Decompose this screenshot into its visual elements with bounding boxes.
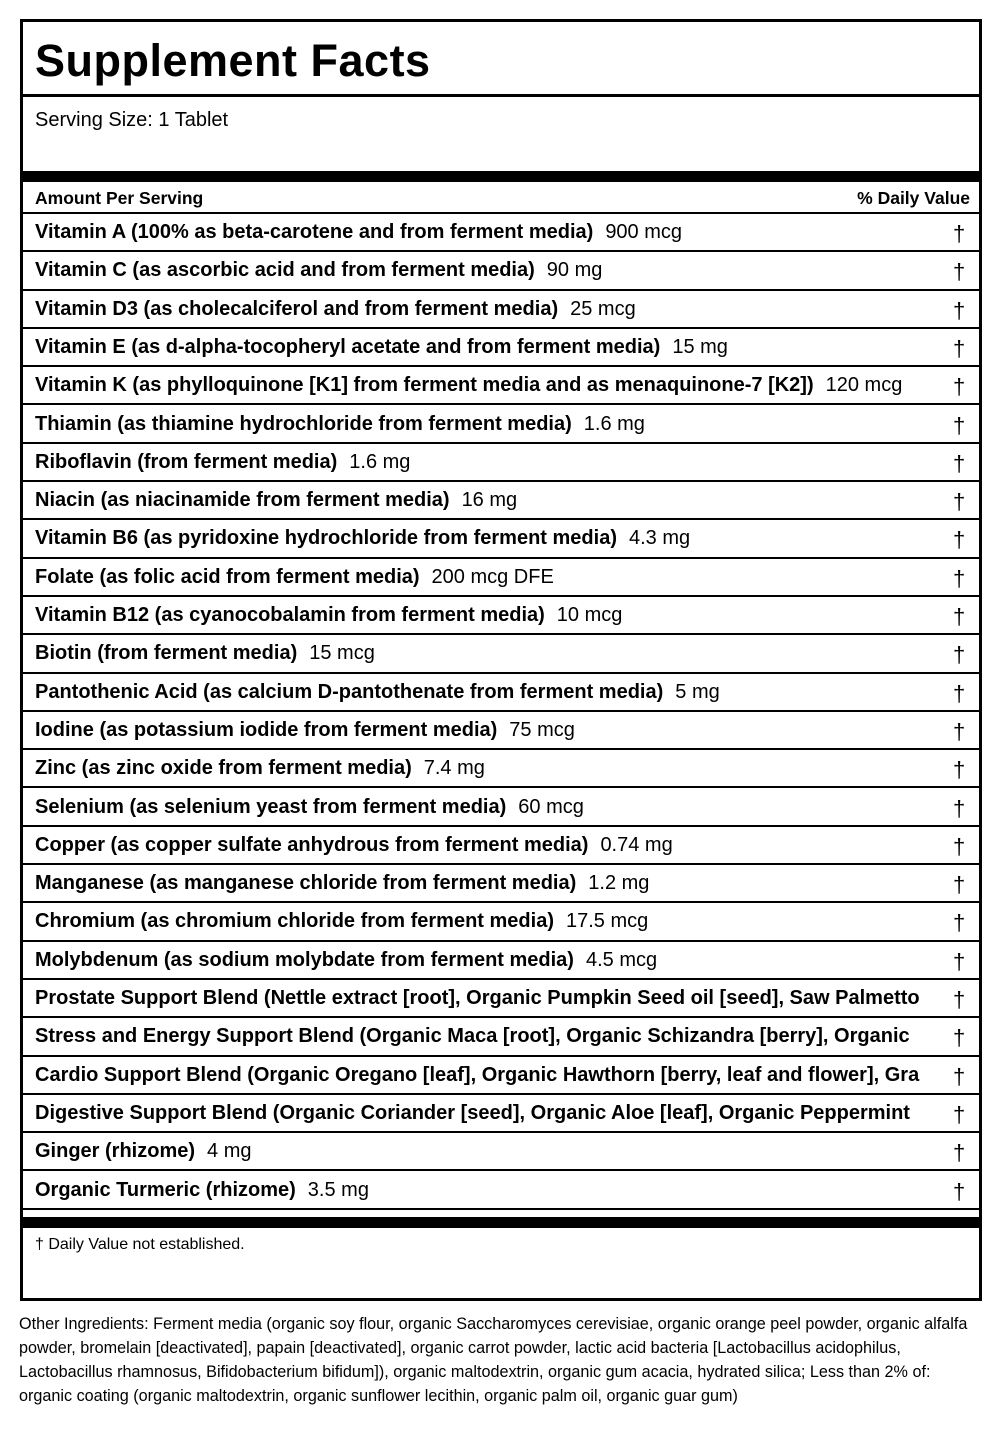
thick-divider-bottom	[23, 1217, 979, 1228]
table-row	[23, 1133, 979, 1171]
nutrient-name: Iodine (as potassium iodide from ferment media)	[35, 718, 498, 741]
nutrient-text	[35, 298, 636, 321]
nutrient-name: Vitamin E (as d-alpha-tocopheryl acetate and from ferment media)	[35, 335, 661, 358]
nutrient-amount: 25 mcg	[570, 297, 636, 320]
nutrient-text	[35, 413, 645, 436]
daily-value-dagger: †	[953, 221, 966, 246]
nutrient-amount: 4.5 mcg	[585, 948, 658, 971]
nutrient-text	[35, 987, 920, 1010]
table-row	[23, 750, 979, 788]
nutrient-text	[35, 489, 517, 512]
table-row	[23, 903, 979, 941]
nutrient-name: Thiamin (as thiamine hydrochloride from ferment media)	[35, 412, 572, 435]
nutrient-name: Copper (as copper sulfate anhydrous from ferment media)	[35, 833, 589, 856]
thick-divider-top	[23, 171, 979, 182]
nutrient-amount: 7.4 mg	[423, 757, 485, 780]
nutrient-text	[35, 1179, 369, 1202]
nutrient-text	[35, 796, 584, 819]
nutrient-name: Digestive Support Blend (Organic Coriander [seed], Organic Aloe [leaf], Organic Peppermint	[35, 1101, 910, 1124]
supplement-facts-panel	[20, 19, 982, 1301]
nutrient-name: Ginger (rhizome)	[35, 1140, 196, 1163]
nutrient-amount: 75 mcg	[509, 718, 575, 741]
nutrient-name: Vitamin B6 (as pyridoxine hydrochloride from ferment media)	[35, 527, 617, 550]
nutrient-text	[35, 374, 902, 397]
nutrient-amount: 1.2 mg	[588, 872, 650, 895]
daily-value-dagger: †	[953, 450, 966, 476]
daily-value-dagger: †	[953, 1178, 966, 1204]
nutrient-amount: 90 mg	[546, 259, 603, 282]
table-row	[23, 214, 979, 252]
table-row	[23, 827, 979, 865]
daily-value-dagger: †	[953, 833, 966, 859]
nutrient-name: Molybdenum (as sodium molybdate from ferment media)	[35, 948, 574, 971]
table-row	[23, 1018, 979, 1056]
table-row	[23, 291, 979, 329]
table-row	[23, 482, 979, 520]
daily-value-header: % Daily Value	[857, 188, 970, 208]
nutrient-text	[35, 642, 375, 665]
daily-value-dagger: †	[953, 412, 966, 438]
nutrient-text	[35, 910, 648, 933]
nutrient-name: Stress and Energy Support Blend (Organic Maca [root], Organic Schizandra [berry], Organic	[35, 1025, 910, 1048]
nutrient-name: Cardio Support Blend (Organic Oregano [leaf], Organic Hawthorn [berry, leaf and flower], Gra	[35, 1063, 920, 1086]
nutrient-amount: 5 mg	[675, 680, 720, 703]
daily-value-dagger: †	[953, 680, 966, 706]
title-bar	[23, 22, 979, 97]
nutrient-amount: 0.74 mg	[600, 833, 673, 856]
nutrient-amount: 3.5 mg	[307, 1178, 369, 1201]
nutrient-amount: 120 mcg	[825, 374, 903, 397]
table-row	[23, 942, 979, 980]
nutrient-name: Folate (as folic acid from ferment media)	[35, 565, 420, 588]
nutrient-text	[35, 1102, 910, 1125]
table-row	[23, 865, 979, 903]
serving-size: Serving Size: 1 Tablet	[35, 109, 229, 131]
table-row	[23, 712, 979, 750]
nutrient-amount: 1.6 mg	[583, 412, 645, 435]
table-row	[23, 559, 979, 597]
nutrient-amount: 15 mcg	[309, 642, 375, 665]
nutrient-amount: 1.6 mg	[349, 450, 411, 473]
nutrient-name: Biotin (from ferment media)	[35, 642, 298, 665]
nutrient-name: Manganese (as manganese chloride from ferment media)	[35, 872, 577, 895]
nutrient-amount: 15 mg	[672, 335, 728, 358]
table-row	[23, 789, 979, 827]
daily-value-dagger: †	[953, 757, 966, 783]
nutrient-text	[35, 719, 575, 742]
nutrient-amount: 60 mcg	[518, 795, 584, 818]
nutrient-text	[35, 834, 673, 857]
nutrient-amount: 900 mcg	[605, 221, 683, 243]
table-row	[23, 1095, 979, 1133]
nutrient-text	[35, 949, 657, 972]
daily-value-dagger: †	[953, 642, 966, 668]
daily-value-dagger: †	[953, 910, 966, 936]
table-row	[23, 444, 979, 482]
nutrient-name: Organic Turmeric (rhizome)	[35, 1178, 296, 1201]
nutrient-text	[35, 872, 649, 895]
table-row	[23, 520, 979, 558]
daily-value-dagger: †	[953, 1140, 966, 1166]
table-row	[23, 252, 979, 290]
nutrient-name: Vitamin K (as phylloquinone [K1] from ferment media and as menaquinone-7 [K2])	[35, 374, 814, 397]
nutrient-amount: 16 mg	[461, 489, 518, 512]
table-header	[23, 182, 979, 214]
nutrient-name: Prostate Support Blend (Nettle extract [root], Organic Pumpkin Seed oil [seed], Saw Palmetto	[35, 987, 920, 1009]
table-row	[23, 1057, 979, 1095]
nutrient-text	[35, 336, 728, 359]
daily-value-dagger: †	[953, 335, 966, 361]
nutrient-amount: 200 mcg DFE	[431, 565, 554, 588]
daily-value-dagger: †	[953, 297, 966, 323]
daily-value-dagger: †	[953, 565, 966, 591]
nutrient-name: Vitamin D3 (as cholecalciferol and from ferment media)	[35, 297, 559, 320]
daily-value-dagger: †	[953, 1025, 966, 1051]
daily-value-dagger: †	[953, 718, 966, 744]
amount-per-serving-header: Amount Per Serving	[35, 188, 204, 208]
nutrient-text	[35, 757, 485, 780]
nutrient-name: Vitamin A (100% as beta-carotene and from ferment media)	[35, 221, 594, 243]
daily-value-dagger: †	[953, 1063, 966, 1089]
page-title: Supplement Facts	[35, 35, 431, 86]
nutrient-text	[35, 527, 690, 550]
daily-value-dagger: †	[953, 872, 966, 898]
daily-value-dagger: †	[953, 795, 966, 821]
nutrient-text	[35, 451, 410, 474]
table-row	[23, 367, 979, 405]
nutrient-name: Pantothenic Acid (as calcium D-pantothenate from ferment media)	[35, 680, 664, 703]
table-row	[23, 1172, 979, 1210]
table-row	[23, 674, 979, 712]
nutrient-name: Chromium (as chromium chloride from ferment media)	[35, 910, 554, 933]
table-row	[23, 329, 979, 367]
footnote: † Daily Value not established.	[35, 1236, 245, 1253]
table-row	[23, 597, 979, 635]
nutrient-text	[35, 259, 602, 282]
nutrient-name: Riboflavin (from ferment media)	[35, 450, 338, 473]
other-ingredients: Other Ingredients: Ferment media (organic soy flour, organic Saccharomyces cerevisiae, organic orange peel powder, organic alfalfa powder, bromelain [deactivated], papain [deactivated], organic carrot powder, lactic acid bacteria [Lactobacillus acidophilus, Lactobacillus rhamnosus, Bifidobacterium bifidum]), organic maltodextrin, organic gum acacia, hydrated silica; Less than 2% of: organic coating (organic maltodextrin, organic sunflower lecithin, organic palm oil, organic guar gum)	[19, 1315, 968, 1405]
nutrient-name: Vitamin B12 (as cyanocobalamin from ferment media)	[35, 604, 545, 626]
nutrient-amount: 10 mcg	[556, 604, 623, 626]
daily-value-dagger: †	[953, 374, 966, 400]
nutrient-amount: 17.5 mcg	[565, 910, 649, 933]
nutrient-text	[35, 1064, 919, 1087]
nutrient-name: Niacin (as niacinamide from ferment media)	[35, 489, 450, 512]
nutrient-text	[35, 1025, 910, 1048]
nutrient-text	[35, 604, 622, 627]
nutrient-text	[35, 221, 682, 244]
daily-value-dagger: †	[953, 527, 966, 553]
nutrient-name: Vitamin C (as ascorbic acid and from ferment media)	[35, 259, 535, 282]
nutrient-name: Selenium (as selenium yeast from ferment media)	[35, 795, 507, 818]
table-row	[23, 980, 979, 1018]
daily-value-dagger: †	[953, 948, 966, 974]
nutrient-amount: 4.3 mg	[628, 527, 691, 550]
daily-value-dagger: †	[953, 1101, 966, 1127]
nutrient-text	[35, 566, 554, 589]
nutrient-text	[35, 1140, 251, 1163]
daily-value-dagger: †	[953, 987, 966, 1012]
nutrient-amount: 4 mg	[207, 1140, 252, 1163]
daily-value-dagger: †	[953, 259, 966, 285]
table-row	[23, 635, 979, 673]
daily-value-dagger: †	[953, 489, 966, 515]
daily-value-dagger: †	[953, 604, 966, 629]
nutrient-text	[35, 681, 720, 704]
nutrient-name: Zinc (as zinc oxide from ferment media)	[35, 757, 412, 780]
table-row	[23, 406, 979, 444]
